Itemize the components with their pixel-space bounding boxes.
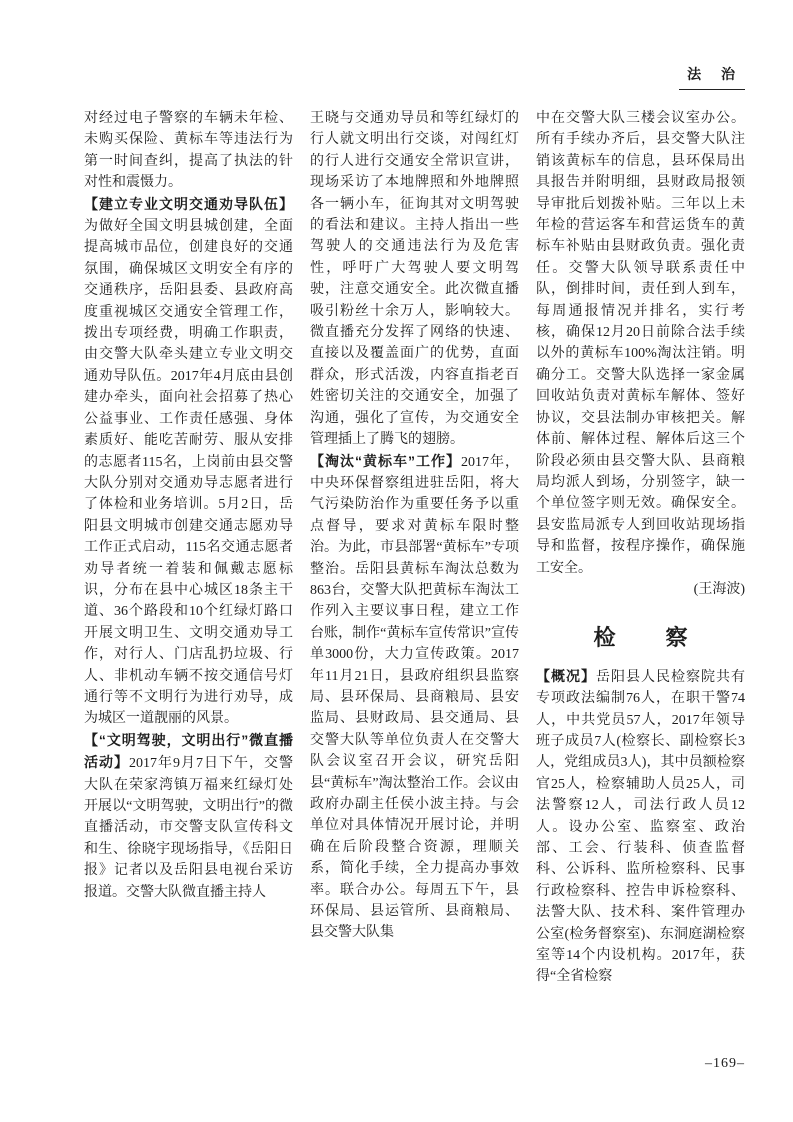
entry <box>310 451 519 944</box>
page-number: –169– <box>705 1056 745 1071</box>
content-columns <box>84 108 745 988</box>
continuation-paragraph: 中在交警大队三楼会议室办公。所有手续办齐后，县交警大队注销该黄标车的信息，县环保局出具报告并附明细，县财政局报领导审批后划拨补贴。三年以上未年检的营运客车和营运货车的黄标车补贴由县财政负责。强化责任。交警大队领导联系责任中队，倒排时间，责任到人到车，每周通报情况并排名，实行考核，确保12月20日前除合法手续以外的黄标车100%淘汰注销。明确分工。交警大队选择一家金属回收站负责对黄标车解体、签好协议，交县法制办审核把关。解体前、解体过程、解体后这三个阶段必须由县交警大队、县商粮局均派人到场，分别签字，缺一个单位签字则无效。确保安全。县安监局派专人到回收站现场指导和监督，按程序操作，确保施工安全。 <box>536 111 745 576</box>
entry-heading: 【淘汰“黄标车”工作】 <box>310 452 461 469</box>
author-byline: (王海波) <box>693 581 745 597</box>
entry-heading: 【概况】 <box>536 667 596 684</box>
entry-heading: 【建立专业文明交通劝导队伍】 <box>84 195 293 212</box>
page-footer <box>705 1056 745 1072</box>
entry <box>84 194 293 730</box>
entry-text: 2017年，中央环保督察组进驻岳阳，将大气污染防治作为重要任务予以重点督导，要求对黄标车限时整治。为此，市县部署“黄标车”专项整治。岳阳县黄标车淘汰总数为863台，交警大队把黄标车淘汰工作列入主要议事日程，建立工作台账，制作“黄标车宣传常识”宣传单3000份，大力宣传政策。2017年11月21日，县政府组织县监察局、县环保局、县商粮局、县安监局、县财政局、县交通局、县交警大队等单位负责人在交警大队会议室召开会议，研究岳阳县“黄标车”淘汰整治工作。会议由政府办副主任侯小波主持。与会单位对具体情况开展讨论，并明确在后阶段整合资源，理顺关系，简化手续，全力提高办事效率。联合办公。每周五下午，县环保局、县运管所、县商粮局、县交警大队集 <box>310 454 519 941</box>
section-title: 检 察 <box>593 625 702 651</box>
entry-text: 2017年9月7日下午，交警大队在荣家湾镇万福来红绿灯处开展以“文明驾驶，文明出行”的微直播活动，市交警支队宣传科文和生、徐晓宇现场指导，《岳阳日报》记者以及岳阳县电视台采访报道。交警大队微直播主持人 <box>84 756 293 900</box>
entry-text: 岳阳县人民检察院共有专项政法编制76人，在职干警74人，中共党员57人，2017年领导班子成员7人(检察长、副检察长3人，党组成员3人)，其中员额检察官25人，检察辅助人员25人，司法警察12人，司法行政人员12人。设办公室、监察室、政治部、工会、行装科、侦查监督科、公诉科、监所检察科、民事行政检察科、控告申诉检察科、法警大队、技术科、案件管理办公室(检务督察室)、东洞庭湖检察室等14个内设机构。2017年，获得“全省检察 <box>536 669 745 985</box>
column-2 <box>310 108 519 988</box>
column-1 <box>84 108 293 988</box>
page-header <box>679 64 745 90</box>
entry-heading: 【“文明驾驶，文明出行”微直播活动】 <box>84 731 293 771</box>
column-3 <box>536 108 745 988</box>
entry <box>536 666 745 988</box>
entry <box>84 730 293 903</box>
running-head: 法 治 <box>679 64 745 90</box>
entry-text: 为做好全国文明县城创建，全面提高城市品位，创建良好的交通氛围，确保城区文明安全有序的交通秩序，岳阳县委、县政府高度重视城区交通安全管理工作，拨出专项经费，明确工作职责，由交警大队牵头建立专业文明交通劝导队伍。2017年4月底由县创建办牵头，面向社会招募了热心公益事业、工作责任感强、身体素质好、能吃苦耐劳、服从安排的志愿者115名，上岗前由县交警大队分别对交通劝导志愿者进行了体检和业务培训。5月2日，岳阳县文明城市创建交通志愿劝导工作正式启动，115名交通志愿者劝导者统一着装和佩戴志愿标识，分布在县中心城区18条主干道、36个路段和10个红绿灯路口开展文明卫生、文明交通劝导工作，对行人、门店乱扔垃圾、行人、非机动车辆不按交通信号灯通行等不文明行为进行劝导，成为城区一道靓丽的风景。 <box>84 219 293 727</box>
continuation-paragraph: 王晓与交通劝导员和等红绿灯的行人就文明出行交谈，对闯红灯的行人进行交通安全常识宣讲，现场采访了本地牌照和外地牌照各一辆小车，征询其对文明驾驶的看法和建议。主持人指出一些驾驶人的交通违法行为及危害性，呼吁广大驾驶人要文明驾驶，注意交通安全。此次微直播吸引粉丝十余万人，影响较大。微直播充分发挥了网络的快速、直接以及覆盖面广的优势，直面群众，形式活泼，内容直指老百姓密切关注的交通安全，加强了沟通，强化了宣传，为交通安全管理插上了腾飞的翅膀。 <box>310 111 519 448</box>
continuation-paragraph: 对经过电子警察的车辆未年检、未购买保险、黄标车等违法行为第一时间查纠，提高了执法的针对性和震慑力。 <box>84 111 293 191</box>
